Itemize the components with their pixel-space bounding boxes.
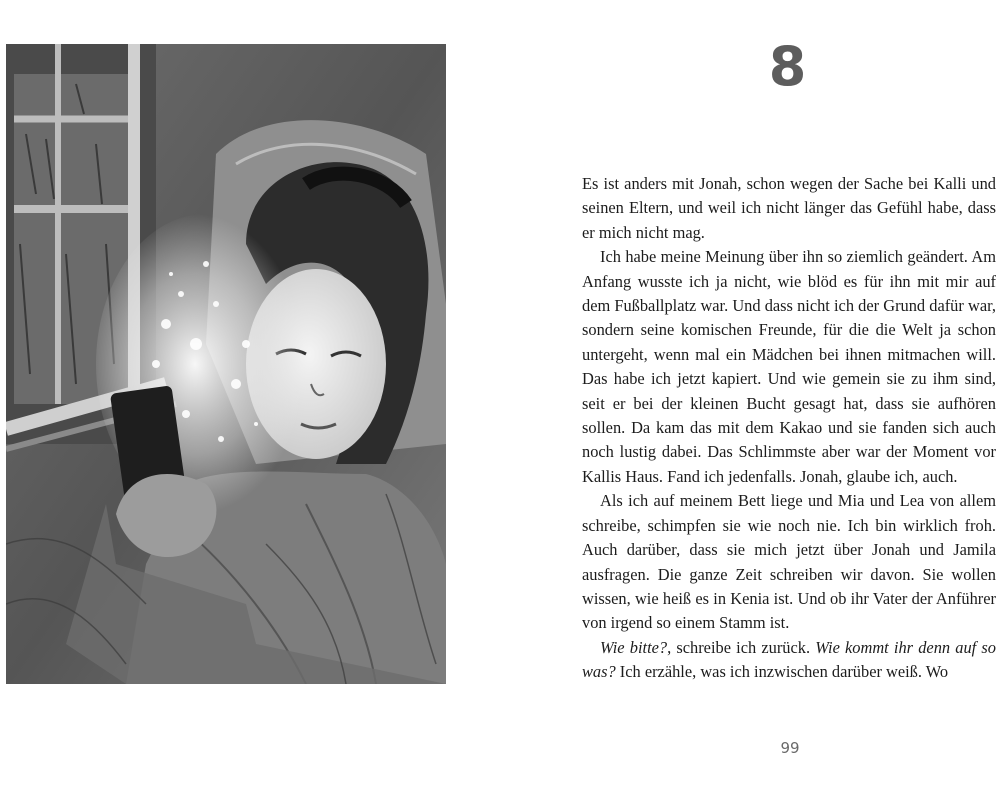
italic-text: Wie kommt ihr denn auf so was? bbox=[582, 637, 996, 682]
italic-text: Wie bitte? bbox=[600, 637, 668, 657]
chapter-text bbox=[582, 172, 996, 685]
paragraph: Es ist anders mit Jonah, schon wegen der Sache bei Kalli und seinen Eltern, und weil ich nicht länger das Gefühl habe, dass er mich nicht mag. bbox=[582, 174, 996, 242]
paragraph: Als ich auf meinem Bett liege und Mia und Lea von allem schreibe, schimpfen sie wie noch nie. Ich bin wirklich froh. Auch darüber, dass sie mich jetzt über Jonah und Jamila ausfragen. Die ganze Zeit schreiben wir davon. Sie wollen wissen, wie heiß es in Kenia ist. Und ob ihr Vater der Anführer von irgend so einem Stamm ist. bbox=[582, 491, 996, 633]
paragraph-text: , schreibe ich zurück. bbox=[667, 637, 816, 657]
page-number: 99 bbox=[780, 739, 800, 757]
chapter-number: 8 bbox=[768, 35, 808, 98]
paragraph bbox=[582, 636, 996, 685]
illustration-girl-with-phone bbox=[6, 44, 446, 684]
paragraph-text: Ich erzähle, was ich inzwischen darüber weiß. Wo bbox=[615, 662, 949, 682]
paragraph: Ich habe meine Meinung über ihn so ziemlich geändert. Am Anfang wusste ich ja nicht, wie blöd es für ihn mit mir auf dem Fußballplatz war. Und dass nicht ich der Grund dafür war, sondern seine komischen Freunde, für die die Welt ja schon untergeht, wenn mal ein Mädchen bei ihnen mitmachen will. Das habe ich jetzt kapiert. Und wie gemein sie zu ihm sind, seit er bei der kleinen Bucht gesagt hat, dass sie aufhören sollen. Da kam das mit dem Kakao und sie fanden sich auch noch lustig dabei. Das Schlimmste aber war der Moment vor Kallis Haus. Fand ich jedenfalls. Jonah, glaube ich, auch. bbox=[582, 247, 996, 486]
